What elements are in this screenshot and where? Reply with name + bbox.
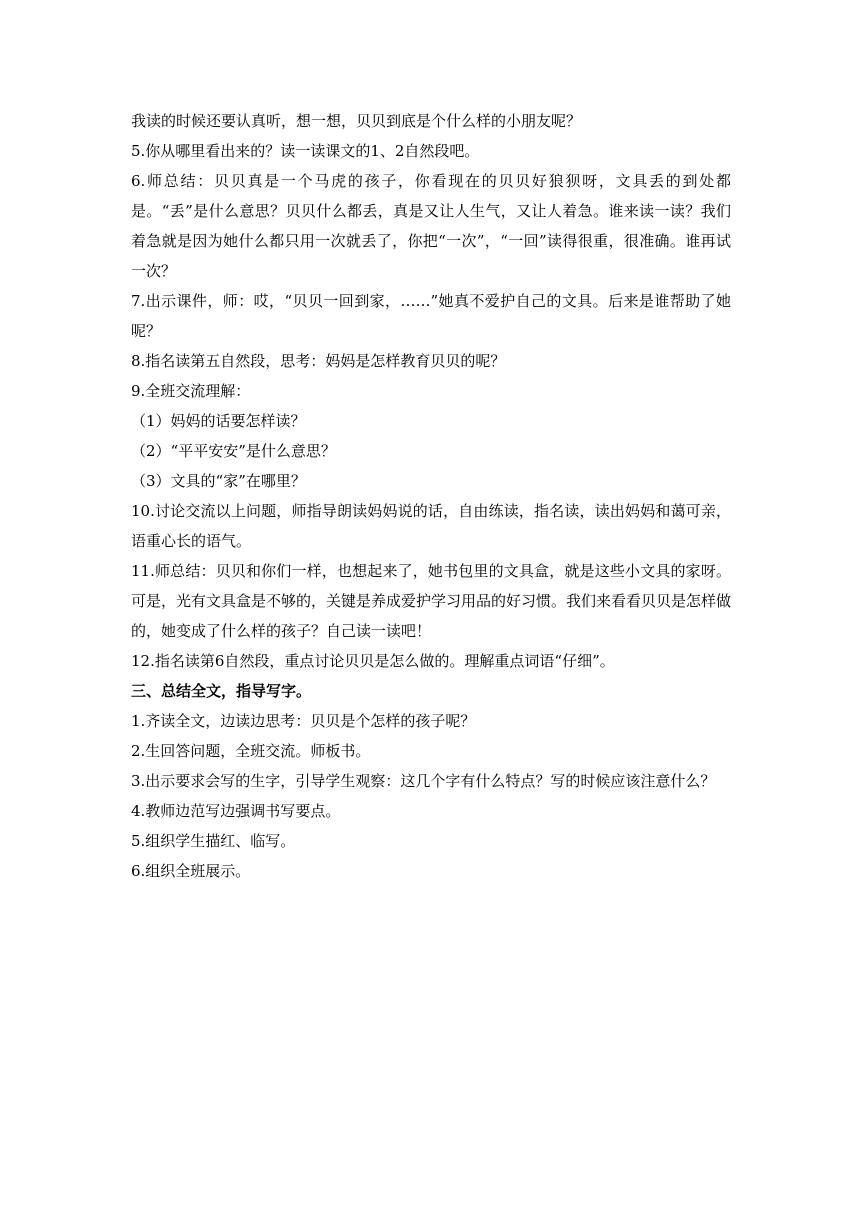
paragraph-step-7: 7.出示课件，师：哎，“贝贝一回到家，……”她真不爱护自己的文具。后来是谁帮助了她呢？ bbox=[131, 292, 731, 340]
sub-item-2: （2）“平平安安”是什么意思？ bbox=[131, 442, 336, 460]
paragraph-section3-step-3: 3.出示要求会写的生字，引导学生观察：这几个字有什么特点？写的时候应该注意什么？ bbox=[131, 772, 716, 790]
paragraph-section3-step-6: 6.组织全班展示。 bbox=[131, 862, 251, 880]
paragraph-section3-step-4: 4.教师边范写边强调书写要点。 bbox=[131, 802, 341, 820]
paragraph-step-10: 10.讨论交流以上问题，师指导朗读妈妈说的话，自由练读，指名读，读出妈妈和蔼可亲，语重心长的语气。 bbox=[131, 502, 731, 550]
paragraph-question-continuation: 我读的时候还要认真听，想一想，贝贝到底是个什么样的小朋友呢？ bbox=[131, 112, 582, 130]
paragraph-section3-step-2: 2.生回答问题，全班交流。师板书。 bbox=[131, 742, 371, 760]
sub-item-3: （3）文具的“家”在哪里？ bbox=[131, 472, 306, 490]
paragraph-step-12: 12.指名读第6自然段，重点讨论贝贝是怎么做的。理解重点词语“仔细”。 bbox=[131, 652, 615, 670]
paragraph-step-8: 8.指名读第五自然段，思考：妈妈是怎样教育贝贝的呢？ bbox=[131, 352, 506, 370]
section-heading-3: 三、总结全文，指导写字。 bbox=[131, 682, 312, 700]
document-body bbox=[131, 106, 731, 886]
paragraph-step-9: 9.全班交流理解： bbox=[131, 382, 251, 400]
paragraph-section3-step-1: 1.齐读全文，边读边思考：贝贝是个怎样的孩子呢？ bbox=[131, 712, 476, 730]
paragraph-step-11: 11.师总结：贝贝和你们一样，也想起来了，她书包里的文具盒，就是这些小文具的家呀。可是，光有文具盒是不够的，关键是养成爱护学习用品的好习惯。我们来看看贝贝是怎样做的，她变成了什么样的孩子？自己读一读吧！ bbox=[131, 562, 732, 640]
paragraph-step-5: 5.你从哪里看出来的？读一读课文的1、2自然段吧。 bbox=[131, 142, 480, 160]
paragraph-step-6: 6.师总结：贝贝真是一个马虎的孩子，你看现在的贝贝好狼狈呀，文具丢的到处都是。“丢”是什么意思？贝贝什么都丢，真是又让人生气，又让人着急。谁来读一读？我们着急就是因为她什么都只用一次就丢了，你把“一次”，“一回”读得很重，很准确。谁再试一次？ bbox=[131, 172, 731, 280]
sub-item-1: （1）妈妈的话要怎样读？ bbox=[131, 412, 306, 430]
paragraph-section3-step-5: 5.组织学生描红、临写。 bbox=[131, 832, 296, 850]
